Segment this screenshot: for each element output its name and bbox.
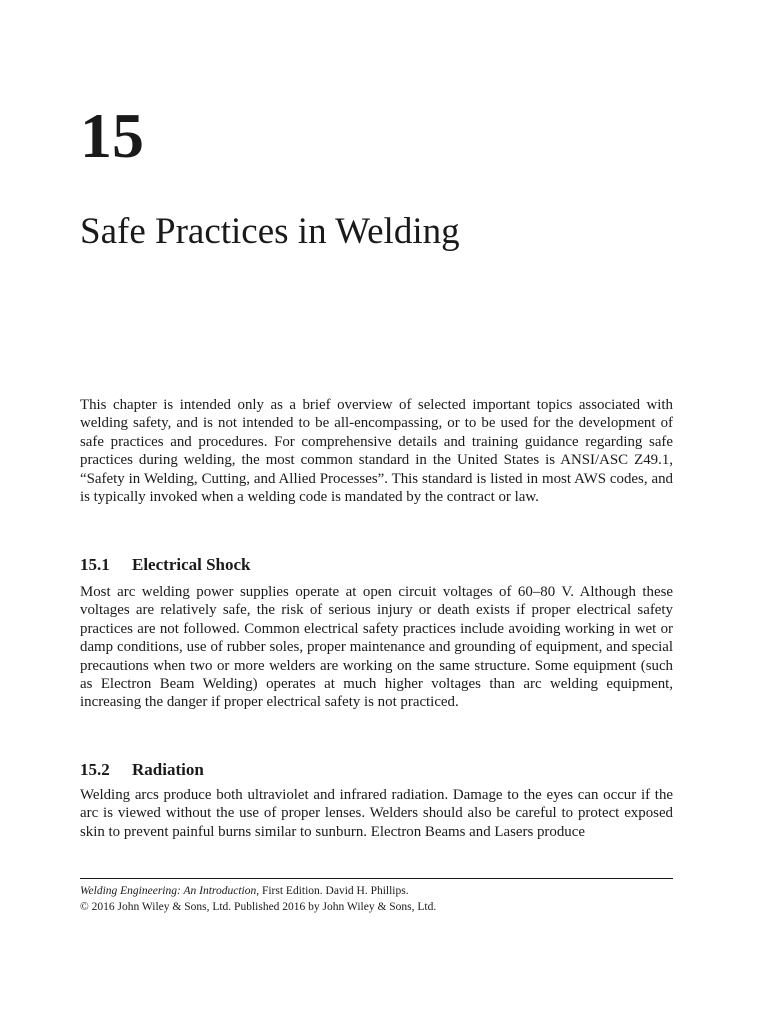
footer-divider <box>80 878 673 879</box>
chapter-number: 15 <box>80 100 144 171</box>
book-title: Welding Engineering: An Introduction <box>80 885 257 897</box>
section-title: Radiation <box>132 760 204 779</box>
section-number: 15.2 <box>80 760 110 779</box>
footer-copyright: © 2016 John Wiley & Sons, Ltd. Published 2016 by John Wiley & Sons, Ltd. <box>80 901 437 913</box>
section-number: 15.1 <box>80 555 110 574</box>
edition-author: , First Edition. David H. Phillips. <box>256 885 409 897</box>
footer-citation <box>80 883 673 899</box>
intro-paragraph: This chapter is intended only as a brief overview of selected important topics associated with welding safety, and is not intended to be all-encompassing, or to be used for the development of safe practices and procedures. For comprehensive details and training guidance regarding safe practices during welding, the most common standard in the United States is ANSI/ASC Z49.1, “Safety in Welding, Cutting, and Allied Processes”. This standard is listed in most AWS codes, and is typically invoked when a welding code is mandated by the contract or law. <box>80 397 673 506</box>
section-heading-electrical-shock <box>80 556 251 573</box>
section-body-radiation: Welding arcs produce both ultraviolet and infrared radiation. Damage to the eyes can occur if the arc is viewed without the use of proper lenses. Welders should also be careful to protect exposed skin to prevent painful burns similar to sunburn. Electron Beams and Lasers produce <box>80 787 673 840</box>
section-title: Electrical Shock <box>132 555 251 574</box>
chapter-title: Safe Practices in Welding <box>80 211 460 252</box>
section-body-electrical-shock: Most arc welding power supplies operate at open circuit voltages of 60–80 V. Although these voltages are relatively safe, the risk of serious injury or death exists if proper electrical safety practices are not followed. Common electrical safety practices include avoiding working in wet or damp conditions, use of rubber soles, proper maintenance and grounding of equipment, and special precautions when two or more welders are working on the same structure. Some equipment (such as Electron Beam Welding) operates at much higher voltages than arc welding equipment, increasing the danger if proper electrical safety is not practiced. <box>80 584 673 711</box>
section-heading-radiation <box>80 761 204 778</box>
footer <box>80 883 673 915</box>
